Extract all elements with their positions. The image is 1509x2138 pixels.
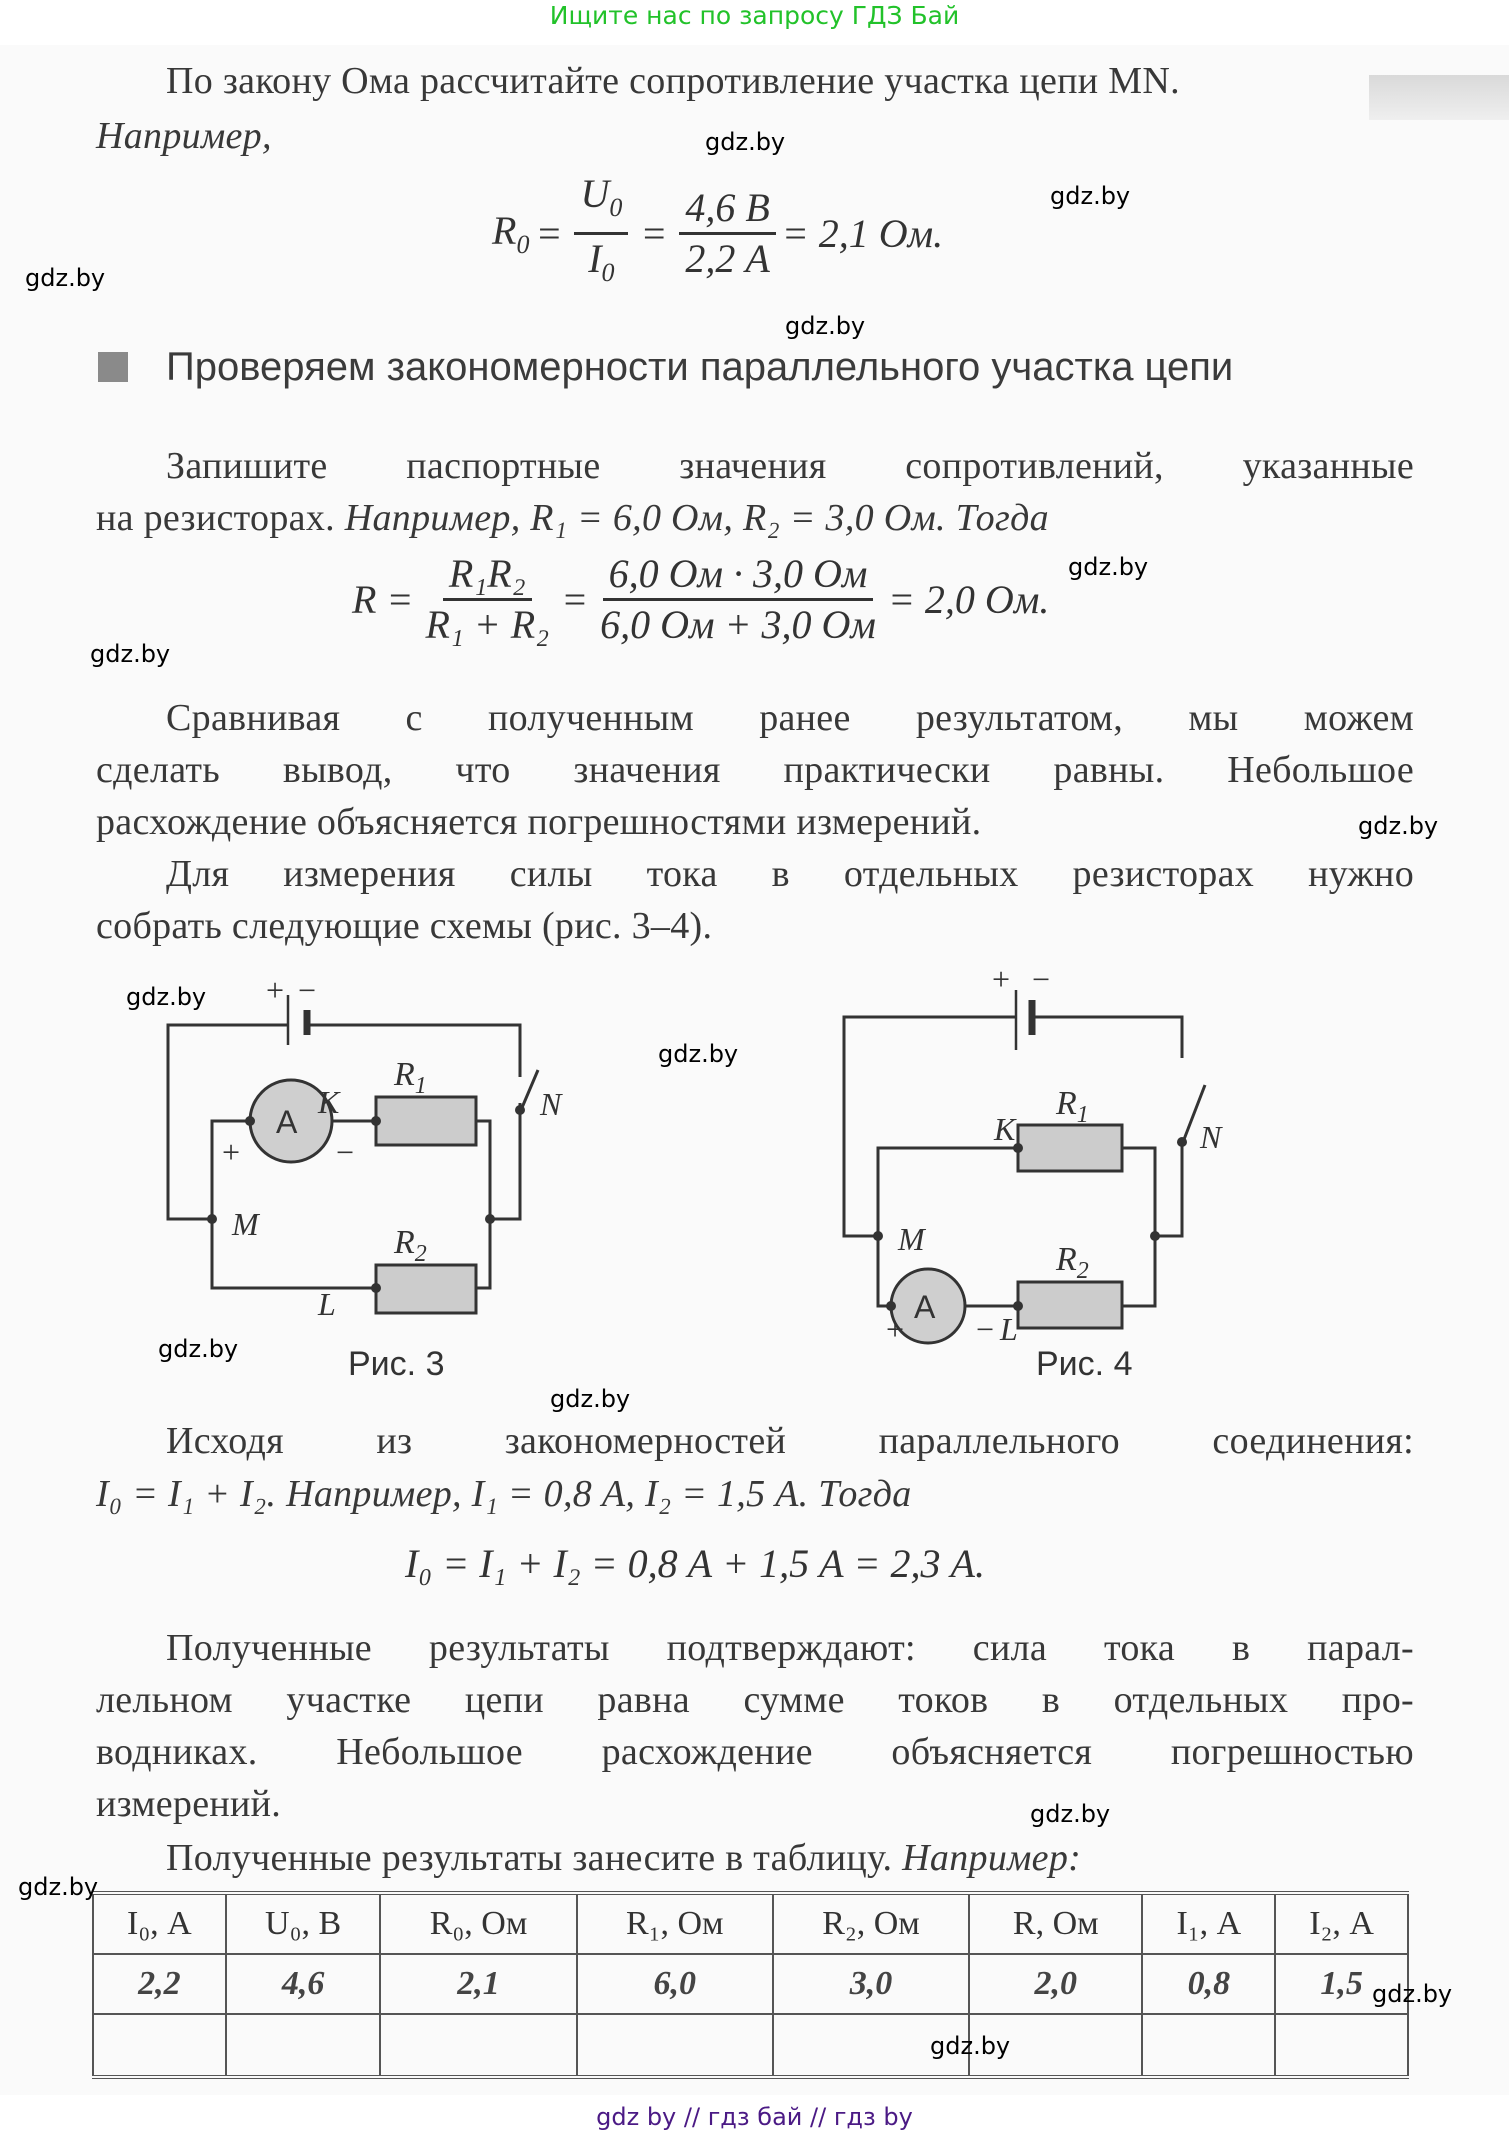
- watermark: gdz.by: [1050, 182, 1131, 210]
- section-heading: Проверяем закономерности параллельного участка цепи: [166, 345, 1234, 389]
- svg-text:R2: $R_2$: [1056, 1241, 1089, 1284]
- results-table: [92, 1891, 1409, 2079]
- watermark: gdz.by: [550, 1385, 631, 1413]
- watermark: gdz.by: [25, 264, 106, 292]
- resistor-r2: [376, 1265, 476, 1313]
- watermark: gdz.by: [705, 128, 786, 156]
- conclusion-line3: водниках. Небольшое расхождение объясняется погрешностью: [96, 1731, 1414, 1773]
- figure-4-caption: Рис. 4: [1036, 1345, 1133, 1383]
- conclusion-line2: лельном участке цепи равна сумме токов в отдельных про-: [96, 1679, 1414, 1721]
- svg-text:M: M: [898, 1221, 925, 1257]
- svg-text:+: +: [992, 961, 1011, 997]
- header-r1: R₁, Ом: [577, 1893, 773, 1954]
- watermark: gdz.by: [126, 983, 207, 1011]
- svg-text:A: A: [276, 1104, 298, 1140]
- r0-result: = 2,1 Ом.: [781, 211, 944, 256]
- watermark: gdz.by: [90, 640, 171, 668]
- svg-text:K: K: [318, 1084, 340, 1120]
- resistor-r2: [1018, 1282, 1122, 1328]
- conclusion-line1: Полученные результаты подтверждают: сила тока в парал-: [166, 1627, 1414, 1669]
- search-banner[interactable]: Ищите нас по запросу ГДЗ Бай: [549, 1, 960, 30]
- schemes-line2: собрать следующие схемы (рис. 3–4).: [96, 905, 713, 947]
- watermark: gdz.by: [18, 1873, 99, 1901]
- parallel-resistance-formula: R = $\frac{\text{R₁R₂}}{\text{R₁ + R₂}}$ = $\frac{6,0 Ом \cdot 3,0 Ом}{6,0 Ом + 3,0 Ом}$ = 2,0 Ом.: [352, 551, 1050, 647]
- circuit-figure-3: [140, 965, 660, 1322]
- svg-text:L: L: [1000, 1311, 1018, 1347]
- empty-cell: [380, 2014, 576, 2077]
- watermark: gdz.by: [1372, 1980, 1453, 2008]
- passport-values-line1: Запишите паспортные значения сопротивлений, указанные: [166, 445, 1414, 487]
- watermark: gdz.by: [658, 1040, 739, 1068]
- table-intro: Полученные результаты занесите в таблицу. Например:: [166, 1837, 1082, 1879]
- ohm-intro-sentence: По закону Ома рассчитайте сопротивление участка цепи MN.: [166, 60, 1180, 102]
- svg-text:+: +: [266, 972, 285, 1008]
- numeric-fraction: $\frac{4,6 В}{2,2 А}$: [679, 184, 775, 283]
- watermark: gdz.by: [1358, 812, 1439, 840]
- passport-values-line2: на резисторах. Например, R₁ = 6,0 Ом, R₂ = 3,0 Ом. Тогда: [96, 497, 1049, 539]
- empty-cell: [93, 2014, 226, 2077]
- empty-cell: [1142, 2014, 1275, 2077]
- table-row-empty: [93, 2014, 1408, 2077]
- svg-text:−: −: [336, 1134, 355, 1170]
- numeric-fraction: $\frac{6,0 Ом \cdot 3,0 Ом}{6,0 Ом + 3,0 Ом}$: [600, 551, 876, 647]
- svg-text:−: −: [298, 972, 317, 1008]
- svg-text:L: L: [318, 1286, 336, 1322]
- u0-over-i0: $\frac{U_0}{I_0}$: [574, 170, 628, 297]
- cell-r: 2,0: [969, 1954, 1142, 2014]
- svg-text:R1: $R_1$: [394, 1056, 427, 1099]
- svg-text:M: M: [232, 1206, 259, 1242]
- svg-text:+: +: [886, 1311, 905, 1347]
- r0-symbol: $R_0$: [492, 208, 530, 259]
- schemes-line1: Для измерения силы тока в отдельных резисторах нужно: [166, 853, 1414, 895]
- r0-formula: $R_0$ = $\frac{U_0}{I_0}$ = $\frac{4,6 В}{2,2 А}$ = 2,1 Ом.: [492, 170, 943, 297]
- table-row: [93, 1954, 1408, 2014]
- watermark: gdz.by: [1068, 553, 1149, 581]
- header-r2: R₂, Ом: [773, 1893, 969, 1954]
- resistor-r1: [376, 1097, 476, 1145]
- heading-square-icon: [98, 352, 128, 382]
- svg-text:R1: $R_1$: [1056, 1085, 1089, 1128]
- cell-r1: 6,0: [577, 1954, 773, 2014]
- total-current-formula: I₀ = I₁ + I₂ = 0,8 А + 1,5 А = 2,3 А.: [405, 1541, 985, 1586]
- circuit-figure-4: [820, 960, 1280, 1347]
- parallel-law-line1: Исходя из закономерностей параллельного соединения:: [166, 1420, 1414, 1462]
- watermark: gdz.by: [158, 1335, 239, 1363]
- cell-r0: 2,1: [380, 1954, 576, 2014]
- svg-text:K: K: [994, 1111, 1016, 1147]
- empty-cell: [1275, 2014, 1408, 2077]
- watermark: gdz.by: [1030, 1800, 1111, 1828]
- svg-text:+: +: [222, 1134, 241, 1170]
- header-i0: I₀, А: [93, 1893, 226, 1954]
- header-r: R, Ом: [969, 1893, 1142, 1954]
- header-i2: I₂, А: [1275, 1893, 1408, 1954]
- comparison-line3: расхождение объясняется погрешностями измерений.: [96, 801, 982, 843]
- empty-cell: [226, 2014, 381, 2077]
- svg-text:N: N: [1200, 1119, 1222, 1155]
- footer-links[interactable]: gdz by // гдз бай // гдз by: [596, 2103, 913, 2131]
- conclusion-line4: измерений.: [96, 1783, 282, 1825]
- comparison-line1: Сравнивая с полученным ранее результатом, мы можем: [166, 697, 1414, 739]
- watermark: gdz.by: [930, 2032, 1011, 2060]
- svg-text:A: A: [914, 1289, 936, 1325]
- parallel-law-line2: I₀ = I₁ + I₂. Например, I₁ = 0,8 А, I₂ = 1,5 А. Тогда: [96, 1473, 912, 1515]
- svg-text:−: −: [1032, 961, 1051, 997]
- cell-i1: 0,8: [1142, 1954, 1275, 2014]
- svg-text:R2: $R_2$: [394, 1224, 427, 1267]
- header-r0: R₀, Ом: [380, 1893, 576, 1954]
- cell-i0: 2,2: [93, 1954, 226, 2014]
- cell-u0: 4,6: [226, 1954, 381, 2014]
- comparison-line2: сделать вывод, что значения практически равны. Небольшое: [96, 749, 1414, 791]
- example-label: Например,: [96, 115, 272, 157]
- header-i1: I₁, А: [1142, 1893, 1275, 1954]
- svg-text:−: −: [976, 1311, 995, 1347]
- cell-r2: 3,0: [773, 1954, 969, 2014]
- svg-text:N: N: [540, 1086, 562, 1122]
- symbolic-fraction: $\frac{\text{R₁R₂}}{\text{R₁ + R₂}}$: [425, 551, 550, 647]
- resistor-r1: [1018, 1125, 1122, 1171]
- header-u0: U₀, В: [226, 1893, 381, 1954]
- figure-3-caption: Рис. 3: [348, 1345, 445, 1383]
- ohm-intro-text: [96, 55, 1416, 107]
- watermark: gdz.by: [785, 312, 866, 340]
- table-header-row: [93, 1893, 1408, 1954]
- empty-cell: [577, 2014, 773, 2077]
- cell-i2: 1,5: [1275, 1954, 1408, 2014]
